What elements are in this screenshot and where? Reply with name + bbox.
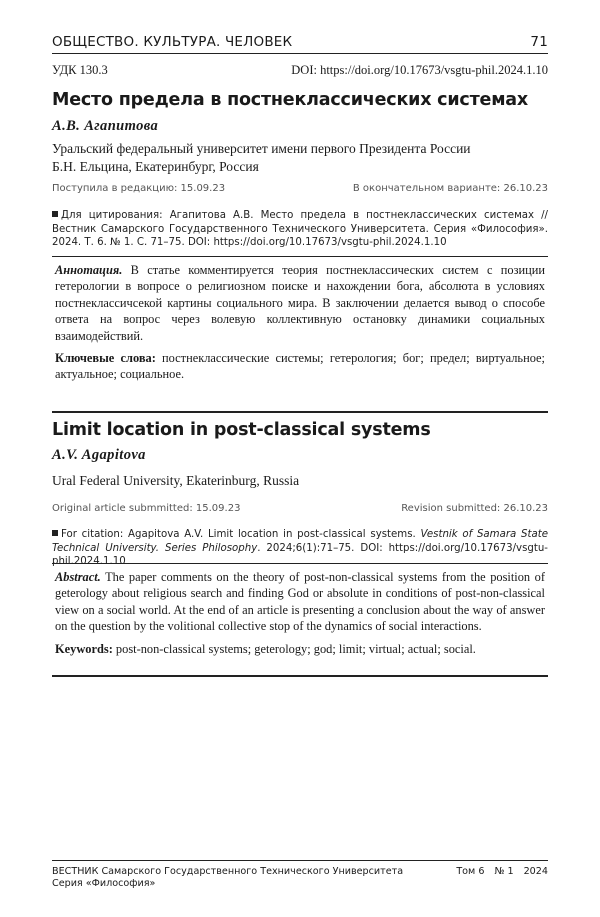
doi-link[interactable]: DOI: https://doi.org/10.17673/vsgtu-phil.2024.1.10 bbox=[291, 63, 548, 77]
en-citation-journal: Vestnik of Samara State Technical University. Series Philosophy bbox=[52, 529, 548, 554]
ru-keywords-text: постнеклассические системы; гетерология; бог; предел; виртуальное; актуальное; социальное. bbox=[55, 351, 545, 382]
en-revision-date: Revision submitted: 26.10.23 bbox=[401, 503, 548, 514]
square-bullet-icon bbox=[52, 211, 58, 217]
ru-keywords-label: Ключевые слова: bbox=[55, 351, 156, 366]
ru-citation-text: Для цитирования: Агапитова А.В. Место предела в постнеклассических системах // Вестник Самарского Государственного Технического Университета. Серия «Философия». 2024. Т. 6. № 1. С. 71–75. DOI: https://doi.org/10.17673/vsgtu-phil.2024.1.10 bbox=[52, 210, 548, 249]
ru-abstract-text: В статье комментируется теория постнеклассических систем с позиции гетерологии в вопросе о религиозном поиске и нахождении бога, абсолюта в условиях постнеклассичсекой картины социального мира. В заключении делается вывод о способе ответа на вопрос через волевую коллективную остановку динамики социальных взаимодействий. bbox=[55, 263, 545, 343]
en-dates bbox=[52, 503, 548, 514]
meta-line bbox=[52, 63, 548, 78]
running-head bbox=[52, 34, 548, 50]
ru-keywords bbox=[55, 350, 545, 383]
ru-abstract-label: Аннотация. bbox=[55, 263, 123, 277]
footer-year: 2024 bbox=[523, 866, 548, 877]
en-author: A.V. Agapitova bbox=[52, 447, 146, 463]
footer-rule bbox=[52, 860, 548, 861]
footer bbox=[52, 866, 548, 890]
ru-affiliation-line1: Уральский федеральный университет имени первого Президента России bbox=[52, 141, 471, 156]
ru-citation bbox=[52, 209, 548, 250]
en-abstract-label: Abstract. bbox=[55, 570, 101, 584]
page-number: 71 bbox=[530, 34, 548, 50]
footer-volume: Том 6 bbox=[456, 866, 485, 877]
ru-received-date: Поступила в редакцию: 15.09.23 bbox=[52, 183, 226, 194]
ru-affiliation-line2: Б.Н. Ельцина, Екатеринбург, Россия bbox=[52, 159, 259, 174]
journal-page bbox=[52, 0, 548, 917]
ru-abstract bbox=[55, 262, 545, 344]
en-received-date: Original article submmitted: 15.09.23 bbox=[52, 503, 241, 514]
footer-journal-line1: ВЕСТНИК Самарского Государственного Технического Университета bbox=[52, 866, 404, 877]
ru-dates bbox=[52, 183, 548, 194]
en-keywords-text: post-non-classical systems; geterology; god; limit; virtual; actual; social. bbox=[112, 641, 476, 656]
en-affiliation: Ural Federal University, Ekaterinburg, Russia bbox=[52, 473, 300, 488]
en-title: Limit location in post-classical systems bbox=[52, 420, 431, 440]
footer-issue-info bbox=[456, 866, 548, 890]
en-abstract-box bbox=[52, 563, 548, 677]
udk: УДК 130.3 bbox=[52, 63, 108, 77]
en-keywords bbox=[55, 641, 545, 657]
en-abstract bbox=[55, 569, 545, 635]
footer-journal bbox=[52, 866, 403, 890]
footer-journal-line2: Серия «Философия» bbox=[52, 878, 156, 889]
ru-final-date: В окончательном варианте: 26.10.23 bbox=[352, 183, 548, 194]
ru-abstract-box bbox=[52, 256, 548, 413]
en-keywords-label: Keywords: bbox=[55, 641, 113, 656]
ru-affiliation bbox=[52, 140, 548, 176]
footer-issue: № 1 bbox=[494, 866, 514, 877]
en-abstract-text: The paper comments on the theory of post-non-classical systems from the position of geterology about religious search and finding God or absolute in conditions of post-non-classical view on a social world. At the end of an article is presenting a conclusion about the way of answer on the question by the volitional collective stop of the dynamics of social interactions. bbox=[55, 570, 545, 634]
square-bullet-icon bbox=[52, 530, 58, 536]
ru-title: Место предела в постнеклассических системах bbox=[52, 90, 528, 110]
journal-section: ОБЩЕСТВО. КУЛЬТУРА. ЧЕЛОВЕК bbox=[52, 34, 293, 50]
ru-author: А.В. Агапитова bbox=[52, 118, 159, 134]
en-citation-suffix: . 2024;6(1):71–75. DOI: https://doi.org/10.17673/vsgtu-phil.2024.1.10 bbox=[52, 542, 548, 568]
en-citation-prefix: For citation: Agapitova A.V. Limit location in post-classical systems. bbox=[61, 529, 421, 540]
header-rule bbox=[52, 53, 548, 54]
